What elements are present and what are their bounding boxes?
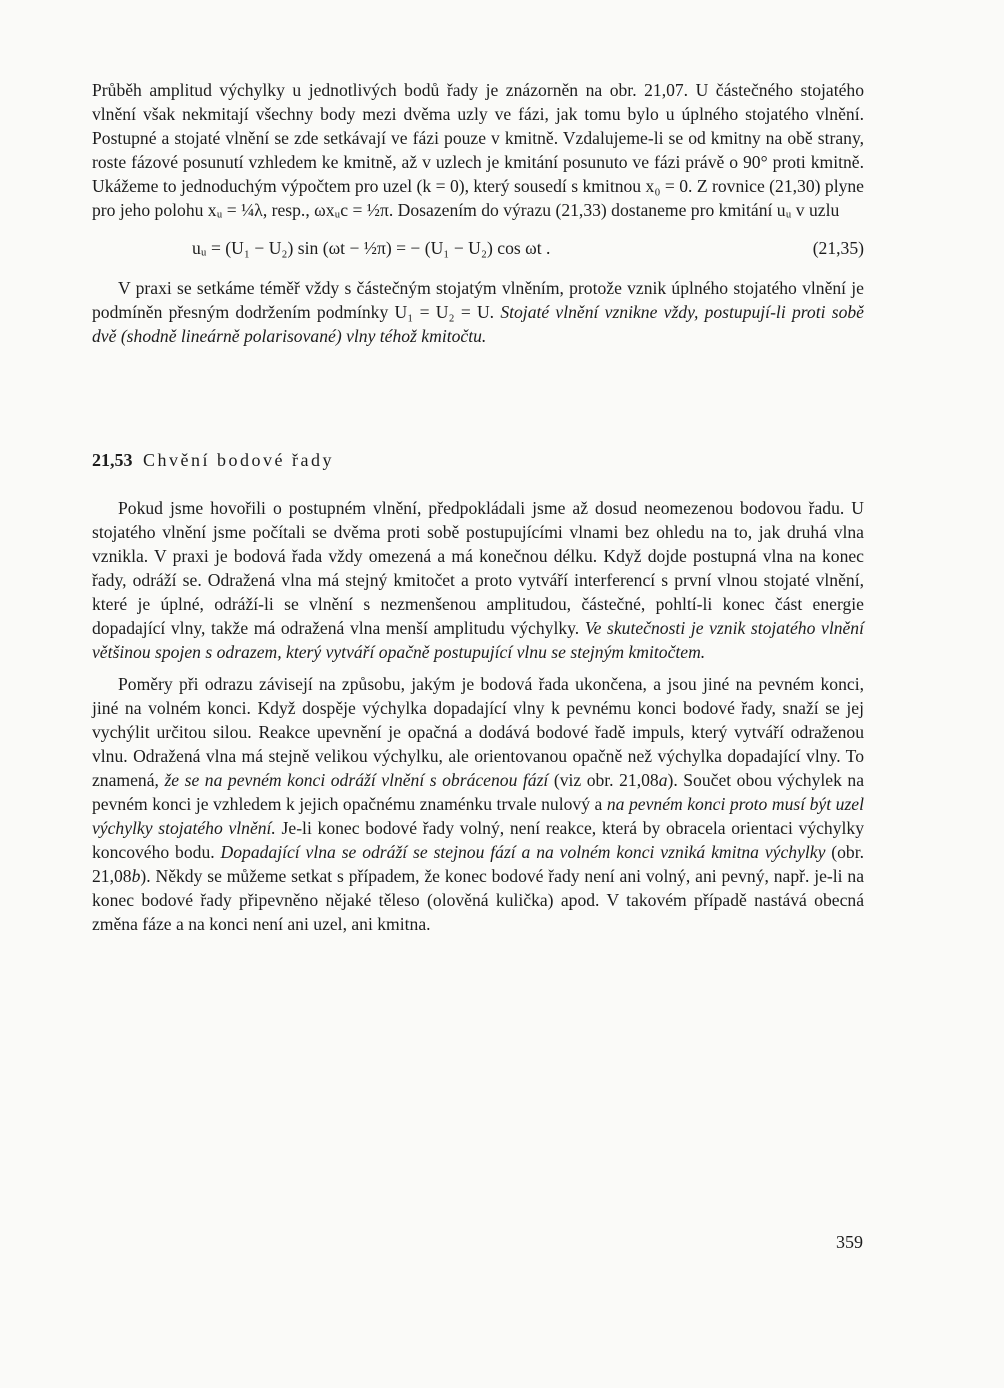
section-number: 21,53 (92, 450, 133, 470)
paragraph-4-text-c: (viz obr. 21,08 (548, 770, 659, 790)
paragraph-4-text-i: ). Někdy se můžeme setkat s případem, že konec bodové řady není ani volný, ani pevný, např. je-li na konec bodové řady připevněno nějaké těleso (olověná kulička) apod. V takovém případě nastává obecná změna fáze a na konci není ani uzel, ani kmitna. (92, 866, 864, 934)
paragraph-2-text: V praxi se setkáme téměř vždy s částečným stojatým vlněním, protože vznik úplného stojatého vlnění je podmíněn přesným dodržením podmínky U₁ = U₂ = U. (92, 278, 864, 322)
equation-number: (21,35) (812, 238, 864, 258)
paragraph-4-italic-h: b (131, 866, 141, 886)
page-number: 359 (836, 1232, 863, 1252)
paragraph-4-text-d: ). Součet obou výchylek na pevném konci je vzhledem k jejich opačnému znaménku trvale nulový a (92, 770, 865, 814)
paragraph-4-italic-e: na pevném konci proto musí být uzel výchylky stojatého vlnění. (92, 794, 864, 838)
paragraph-3-italic: Ve skutečnosti je vznik stojatého vlnění většinou spojen s odrazem, který vytváří opačně postupující vlnu se stejným kmitočtem. (92, 618, 864, 662)
paragraph-4-text-f: Je-li konec bodové řady volný, není reakce, která by obracela orientaci výchylky koncového bodu. (92, 818, 865, 862)
paragraph-4-text-h: (obr. 21,08 (92, 842, 864, 886)
equation-21-35 (92, 234, 864, 264)
paragraph-1: Průběh amplitud výchylky u jednotlivých bodů řady je znázorněn na obr. 21,07. U částečného stojatého vlnění však nekmitají všechny body mezi dvěma uzly ve fázi, jak tomu bylo u úplného stojatého vlnění. Postupné a stojaté vlnění se zde setkávají ve fázi pouze v kmitně. Vzdalujeme-li se od kmitny na obě strany, roste fázové posunutí vzhledem ke kmitně, až v uzlech je kmitání posunuto ve fázi právě o 90° proti kmitně. Ukážeme to jednoduchým výpočtem pro uzel (k = 0), který sousedí s kmitnou x₀ = 0. Z rovnice (21,30) plyne pro jeho polohu xᵤ = ¼λ, resp., ωxᵤc = ½π. Dosazením do výrazu (21,33) dostaneme pro kmitání uᵤ v uzlu (92, 80, 864, 220)
paragraph-4-italic-b: že se na pevném konci odráží vlnění s obrácenou fází (164, 770, 549, 790)
equation-expression: uᵤ = (U₁ − U₂) sin (ωt − ½π) = − (U₁ − U₂) cos ωt . (192, 238, 551, 258)
page-body (92, 78, 864, 936)
section-heading (92, 448, 864, 472)
paragraph-4-italic-g: Dopadající vlna se odráží se stejnou fází a na volném konci vzniká kmitna výchylky (220, 842, 826, 862)
paragraph-4-text-a: Poměry při odrazu závisejí na způsobu, jakým je bodová řada ukončena, a jsou jiné na pevném konci, jiné na volném konci. Když dospěje výchylka dopadající vlny k pevnému konci bodové řady, snaží se jej vychýlit určitou silou. Reakce upevnění je opačná a dodává bodové řadě impuls, který vytváří odraženou vlnu. Odražená vlna má stejně velikou výchylku, ale orientovanou opačně než výchylka dopadající vlny. To znamená, (92, 674, 864, 790)
paragraph-3 (92, 496, 864, 664)
paragraph-2-italic: Stojaté vlnění vzniknе vždy, postupují-li proti sobě dvě (shodně lineárně polarisované) vlny téhož kmitočtu. (92, 302, 864, 346)
paragraph-4-italic-c: a (658, 770, 668, 790)
paragraph-4 (92, 672, 864, 936)
paragraph-3-text: Pokud jsme hovořili o postupném vlnění, předpokládali jsme až dosud neomezenou bodovou řadu. U stojatého vlnění jsme počítali se dvěma proti sobě postupujícími vlnami bez ohledu na to, jak druhá vlna vznikla. V praxi je bodová řada vždy omezená a má konečnou délku. Když dojde postupná vlna na konec řady, odráží se. Odražená vlna má stejný kmitočet a proto vytváří interferencí s první vlnou stojaté vlnění, které je úplné, odráží-li se vlnění s nezmenšenou amplitudou, částečné, pohltí-li konec část energie dopadající vlny, takže má odražená vlna menší amplitudu výchylky. (92, 498, 864, 638)
section-title: Chvění bodové řady (143, 450, 334, 470)
paragraph-2 (92, 276, 864, 348)
